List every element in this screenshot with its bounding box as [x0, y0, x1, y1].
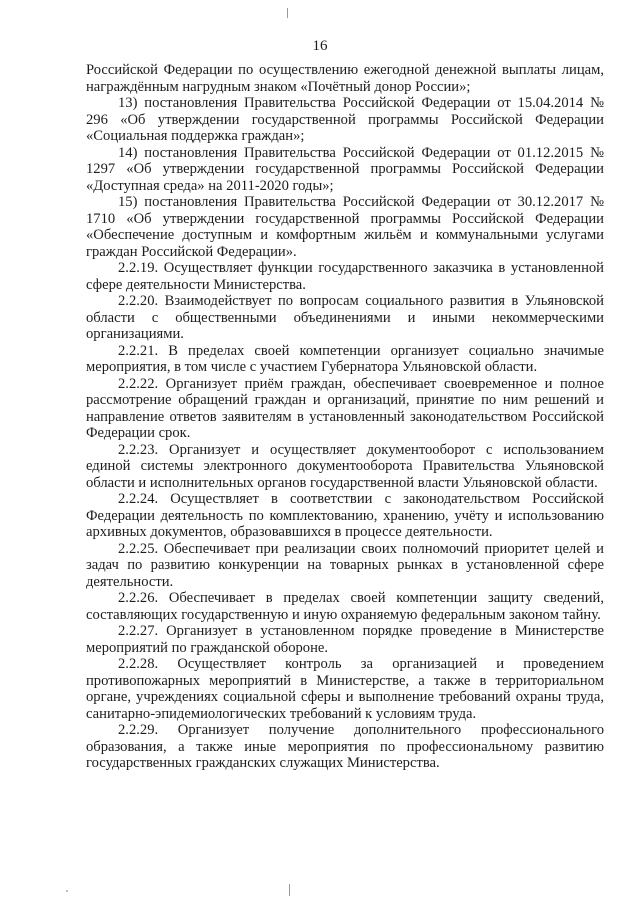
document-body: [86, 62, 604, 772]
paragraph-2-2-20: 2.2.20. Взаимодействует по вопросам социального развития в Ульяновской области с общественными объединениями и иными некоммерческими организациями.: [86, 293, 604, 342]
paragraph-2-2-26: 2.2.26. Обеспечивает в пределах своей компетенции защиту сведений, составляющих государственную и иную охраняемую федеральным законом тайну.: [86, 590, 604, 623]
paragraph-2-2-28: 2.2.28. Осуществляет контроль за организацией и проведением противопожарных мероприятий в Министерстве, а также в территориальном органе, учреждениях социальной сферы и выполнение требований охраны труда, санитарно-эпидемиологических требований к условиям труда.: [86, 656, 604, 722]
paragraph-continuation: Российской Федерации по осуществлению ежегодной денежной выплаты лицам, награждённым нагрудным знаком «Почётный донор России»;: [86, 62, 604, 95]
paragraph-2-2-27: 2.2.27. Организует в установленном порядке проведение в Министерстве мероприятий по гражданской обороне.: [86, 623, 604, 656]
paragraph-item-14: 14) постановления Правительства Российской Федерации от 01.12.2015 № 1297 «Об утверждении государственной программы Российской Федерации «Доступная среда» на 2011-2020 годы»;: [86, 144, 604, 194]
paragraph-item-13: 13) постановления Правительства Российской Федерации от 15.04.2014 № 296 «Об утверждении государственной программы Российской Федерации «Социальная поддержка граждан»;: [86, 95, 604, 144]
paragraph-2-2-25: 2.2.25. Обеспечивает при реализации своих полномочий приоритет целей и задач по развитию конкуренции на товарных рынках в установленной сфере деятельности.: [86, 540, 604, 590]
paragraph-2-2-21: 2.2.21. В пределах своей компетенции организует социально значимые мероприятия, в том числе с участием Губернатора Ульяновской области.: [86, 342, 604, 375]
scan-mark-top: [287, 8, 288, 18]
paragraph-2-2-22: 2.2.22. Организует приём граждан, обеспечивает своевременное и полное рассмотрение обращений граждан и организаций, принятие по ним решений и направление ответов заявителям в установленный законодательством Российской Федерации срок.: [86, 375, 604, 441]
paragraph-2-2-24: 2.2.24. Осуществляет в соответствии с законодательством Российской Федерации деятельность по комплектованию, хранению, учёту и использованию архивных документов, образовавшихся в процессе деятельности.: [86, 491, 604, 540]
scan-mark-bottom: [289, 884, 290, 896]
scan-speck: [66, 890, 68, 892]
paragraph-2-2-29: 2.2.29. Организует получение дополнительного профессионального образования, а также иные мероприятия по профессиональному развитию государственных гражданских служащих Министерства.: [86, 722, 604, 771]
paragraph-item-15: 15) постановления Правительства Российской Федерации от 30.12.2017 № 1710 «Об утверждении государственной программы Российской Федерации «Обеспечение доступным и комфортным жильём и коммунальными услугами граждан Российской Федерации».: [86, 194, 604, 260]
paragraph-2-2-23: 2.2.23. Организует и осуществляет документооборот с использованием единой системы электронного документооборота Правительства Ульяновской области и исполнительных органов государственной власти Ульяновской области.: [86, 441, 604, 491]
paragraph-2-2-19: 2.2.19. Осуществляет функции государственного заказчика в установленной сфере деятельности Министерства.: [86, 260, 604, 293]
page-number: 16: [312, 38, 328, 54]
